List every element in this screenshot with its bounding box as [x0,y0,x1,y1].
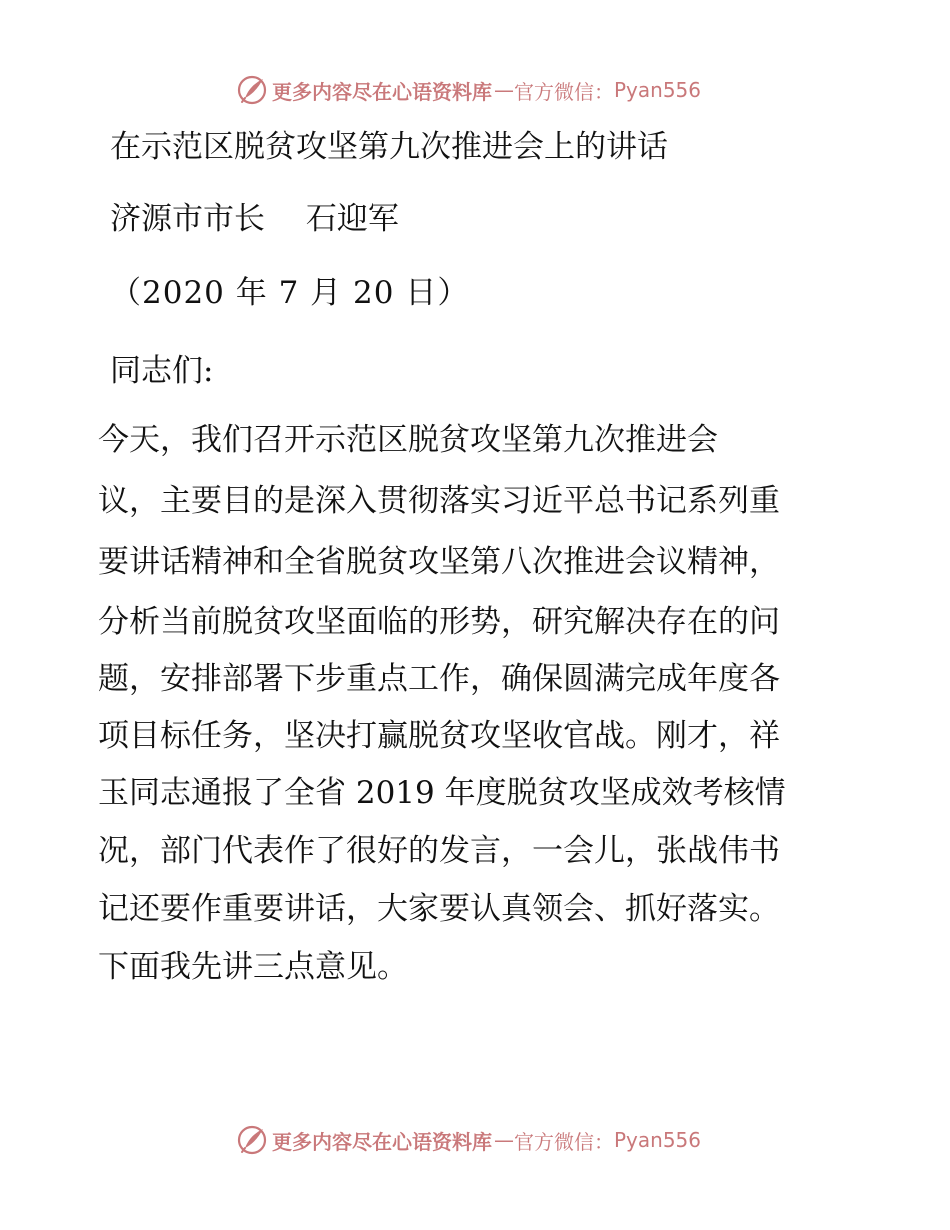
body-line: 要讲话精神和全省脱贫攻坚第八次推进会议精神， [98,544,780,580]
feather-quill-logo-icon [236,1124,268,1156]
watermark-wechat-id: Pyan556 [614,1128,702,1152]
body-line: 议，主要目的是深入贯彻落实习近平总书记系列重 [98,483,780,519]
watermark-dash: — [494,78,512,102]
feather-quill-logo-icon [236,74,268,106]
watermark-header [236,74,701,106]
body-line: 下面我先讲三点意见。 [98,949,408,985]
body-line: 玉同志通报了全省 2019 年度脱贫攻坚成效考核情 [98,775,786,811]
body-line: 今天，我们召开示范区脱贫攻坚第九次推进会 [98,422,718,458]
watermark-wechat-label: 官方微信： [514,79,614,104]
body-line: 况，部门代表作了很好的发言，一会儿，张战伟书 [98,833,780,869]
watermark-dash: — [494,1128,512,1152]
body-line: 题，安排部署下步重点工作，确保圆满完成年度各 [98,661,780,697]
document-date: （2020 年 7 月 20 日） [110,275,470,311]
body-line: 分析当前脱贫攻坚面临的形势，研究解决存在的问 [98,604,780,640]
watermark-footer [236,1124,701,1156]
body-line: 项目标任务，坚决打赢脱贫攻坚收官战。刚才，祥 [98,718,780,754]
document-title: 在示范区脱贫攻坚第九次推进会上的讲话 [110,129,668,165]
document-greeting: 同志们: [110,353,214,389]
watermark-wechat-label: 官方微信： [514,1129,614,1154]
watermark-text: 更多内容尽在心语资料库 [272,1129,492,1154]
document-author: 济源市市长 石迎军 [110,201,399,237]
watermark-text: 更多内容尽在心语资料库 [272,79,492,104]
watermark-wechat-id: Pyan556 [614,78,702,102]
body-line: 记还要作重要讲话，大家要认真领会、抓好落实。 [98,891,780,927]
